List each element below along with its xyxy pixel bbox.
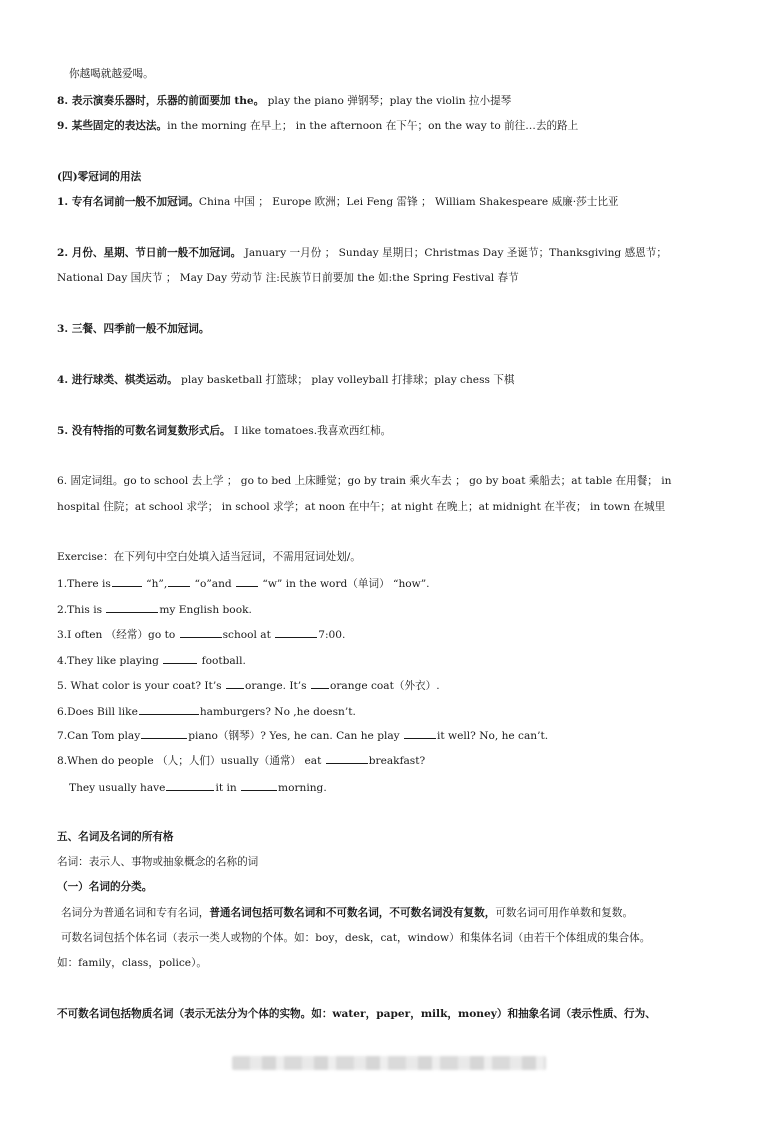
question-text: school at — [222, 629, 275, 641]
list-item-3: 3. 三餐、四季前一般不加冠词。 — [57, 323, 210, 335]
question-text: They usually have — [69, 782, 166, 794]
question-text: 3.I often （经常）go to — [57, 629, 179, 641]
list-item-1 — [57, 195, 619, 209]
rule-examples: I like tomatoes.我喜欢西红柿。 — [230, 425, 392, 437]
exercise-item-8-continued — [69, 780, 327, 795]
rule-examples: January 一月份 ； Sunday 星期日；Christmas Day 圣诞节；Thanksgiving 感恩节； — [241, 247, 667, 259]
blurred-footer-watermark — [232, 1056, 546, 1070]
answer-blank[interactable] — [226, 678, 244, 689]
rule-examples: play the piano 弹钢琴；play the violin 拉小提琴 — [264, 95, 512, 107]
paragraph-emphasis: 普通名词包括可数名词和不可数名词，不可数名词没有复数， — [209, 907, 496, 919]
question-text: it in — [215, 782, 241, 794]
question-text: 8.When do people （人；人们）usually（通常） eat — [57, 755, 325, 767]
question-text: hamburgers? No ,he doesn’t. — [199, 706, 356, 718]
answer-blank[interactable] — [311, 678, 329, 689]
question-text: “h”, — [142, 578, 168, 590]
rule-examples: China 中国 ； Europe 欧洲；Lei Feng 雷锋 ； William Shakespeare 威廉·莎士比亚 — [198, 196, 619, 208]
question-text: 5. What color is your coat? It’s — [57, 680, 225, 692]
exercise-item-1 — [57, 576, 430, 591]
exercise-item-7 — [57, 728, 548, 743]
rule-heading: 5. 没有特指的可数名词复数形式后。 — [57, 425, 231, 437]
question-text: football. — [198, 655, 246, 667]
question-text: 2.This is — [57, 604, 106, 616]
exercise-item-3 — [57, 627, 345, 642]
list-item-2 — [57, 246, 667, 260]
paragraph-text: 名词分为普通名词和专有名词， — [61, 907, 210, 919]
exercise-title: Exercise：在下列句中空白处填入适当冠词，不需用冠词处划/。 — [57, 551, 361, 563]
paragraph-line-bold: 不可数名词包括物质名词（表示无法分为个体的实物。如：water，paper，milk，money）和抽象名词（表示性质、行为、 — [57, 1008, 656, 1020]
answer-blank[interactable] — [404, 728, 436, 739]
paragraph-line — [61, 906, 633, 920]
answer-blank[interactable] — [326, 753, 368, 764]
rule-heading: 2. 月份、星期、节日前一般不加冠词。 — [57, 247, 242, 259]
question-text: 7:00. — [318, 629, 346, 641]
paragraph-line: 可数名词包括个体名词（表示一类人或物的个体。如：boy，desk，cat，window）和集体名词（由若干个体组成的集合体。 — [61, 932, 651, 944]
exercise-item-4 — [57, 653, 246, 668]
section-heading-zero-article: (四)零冠词的用法 — [57, 171, 142, 183]
question-text: “w” in the word（单词） “how”. — [259, 578, 430, 590]
list-item-4 — [57, 373, 515, 387]
question-text: 6.Does Bill like — [57, 706, 138, 718]
answer-blank[interactable] — [275, 627, 317, 638]
list-item-2-continued: National Day 国庆节 ； May Day 劳动节 注:民族节日前要加 the 如:the Spring Festival 春节 — [57, 272, 519, 284]
rule-examples: in the morning 在早上； in the afternoon 在下午；on the way to 前往…去的路上 — [167, 120, 579, 132]
question-text: 4.They like playing — [57, 655, 163, 667]
question-text: it well? No, he can’t. — [437, 730, 549, 742]
answer-blank[interactable] — [139, 704, 199, 715]
answer-blank[interactable] — [168, 576, 190, 587]
exercise-item-6 — [57, 704, 356, 719]
rule-examples: play basketball 打篮球； play volleyball 打排球；play chess 下棋 — [177, 374, 515, 386]
answer-blank[interactable] — [141, 728, 187, 739]
section-heading-nouns: 五、名词及名词的所有格 — [57, 831, 174, 843]
answer-blank[interactable] — [166, 780, 214, 791]
text-line: 你越喝就越爱喝。 — [69, 68, 154, 80]
question-text: 1.There is — [57, 578, 111, 590]
exercise-item-8 — [57, 753, 425, 768]
question-text: orange coat（外衣）. — [329, 680, 440, 692]
list-item-8 — [57, 94, 511, 108]
noun-definition: 名词：表示人、事物或抽象概念的名称的词 — [57, 856, 259, 868]
question-text: orange. It’s — [245, 680, 310, 692]
rule-heading: 1. 专有名词前一般不加冠词。 — [57, 196, 199, 208]
paragraph-line: 如：family，class，police）。 — [57, 957, 207, 969]
answer-blank[interactable] — [236, 576, 258, 587]
list-item-6: 6. 固定词组。go to school 去上学 ； go to bed 上床睡觉；go by train 乘火车去 ； go by boat 乘船去；at table 在用餐； in — [57, 475, 672, 487]
answer-blank[interactable] — [106, 602, 158, 613]
answer-blank[interactable] — [112, 576, 142, 587]
list-item-5 — [57, 424, 391, 438]
question-text: 7.Can Tom play — [57, 730, 141, 742]
question-text: “o”and — [191, 578, 236, 590]
question-text: breakfast? — [368, 755, 426, 767]
answer-blank[interactable] — [241, 780, 277, 791]
answer-blank[interactable] — [180, 627, 222, 638]
rule-heading: 8. 表示演奏乐器时，乐器的前面要加 the。 — [57, 95, 265, 107]
answer-blank[interactable] — [163, 653, 197, 664]
list-item-9 — [57, 119, 578, 133]
rule-heading: 9. 某些固定的表达法。 — [57, 120, 168, 132]
exercise-item-2 — [57, 602, 252, 617]
question-text: morning. — [278, 782, 327, 794]
question-text: my English book. — [159, 604, 252, 616]
rule-heading: 4. 进行球类、棋类运动。 — [57, 374, 178, 386]
list-item-6-continued: hospital 住院；at school 求学； in school 求学；at noon 在中午；at night 在晚上；at midnight 在半夜； in town 在城里 — [57, 501, 666, 513]
paragraph-text: 可数名词可用作单数和复数。 — [495, 907, 634, 919]
exercise-item-5 — [57, 678, 440, 693]
question-text: piano（钢琴）? Yes, he can. Can he play — [188, 730, 404, 742]
subsection-heading: （一）名词的分类。 — [57, 881, 153, 893]
